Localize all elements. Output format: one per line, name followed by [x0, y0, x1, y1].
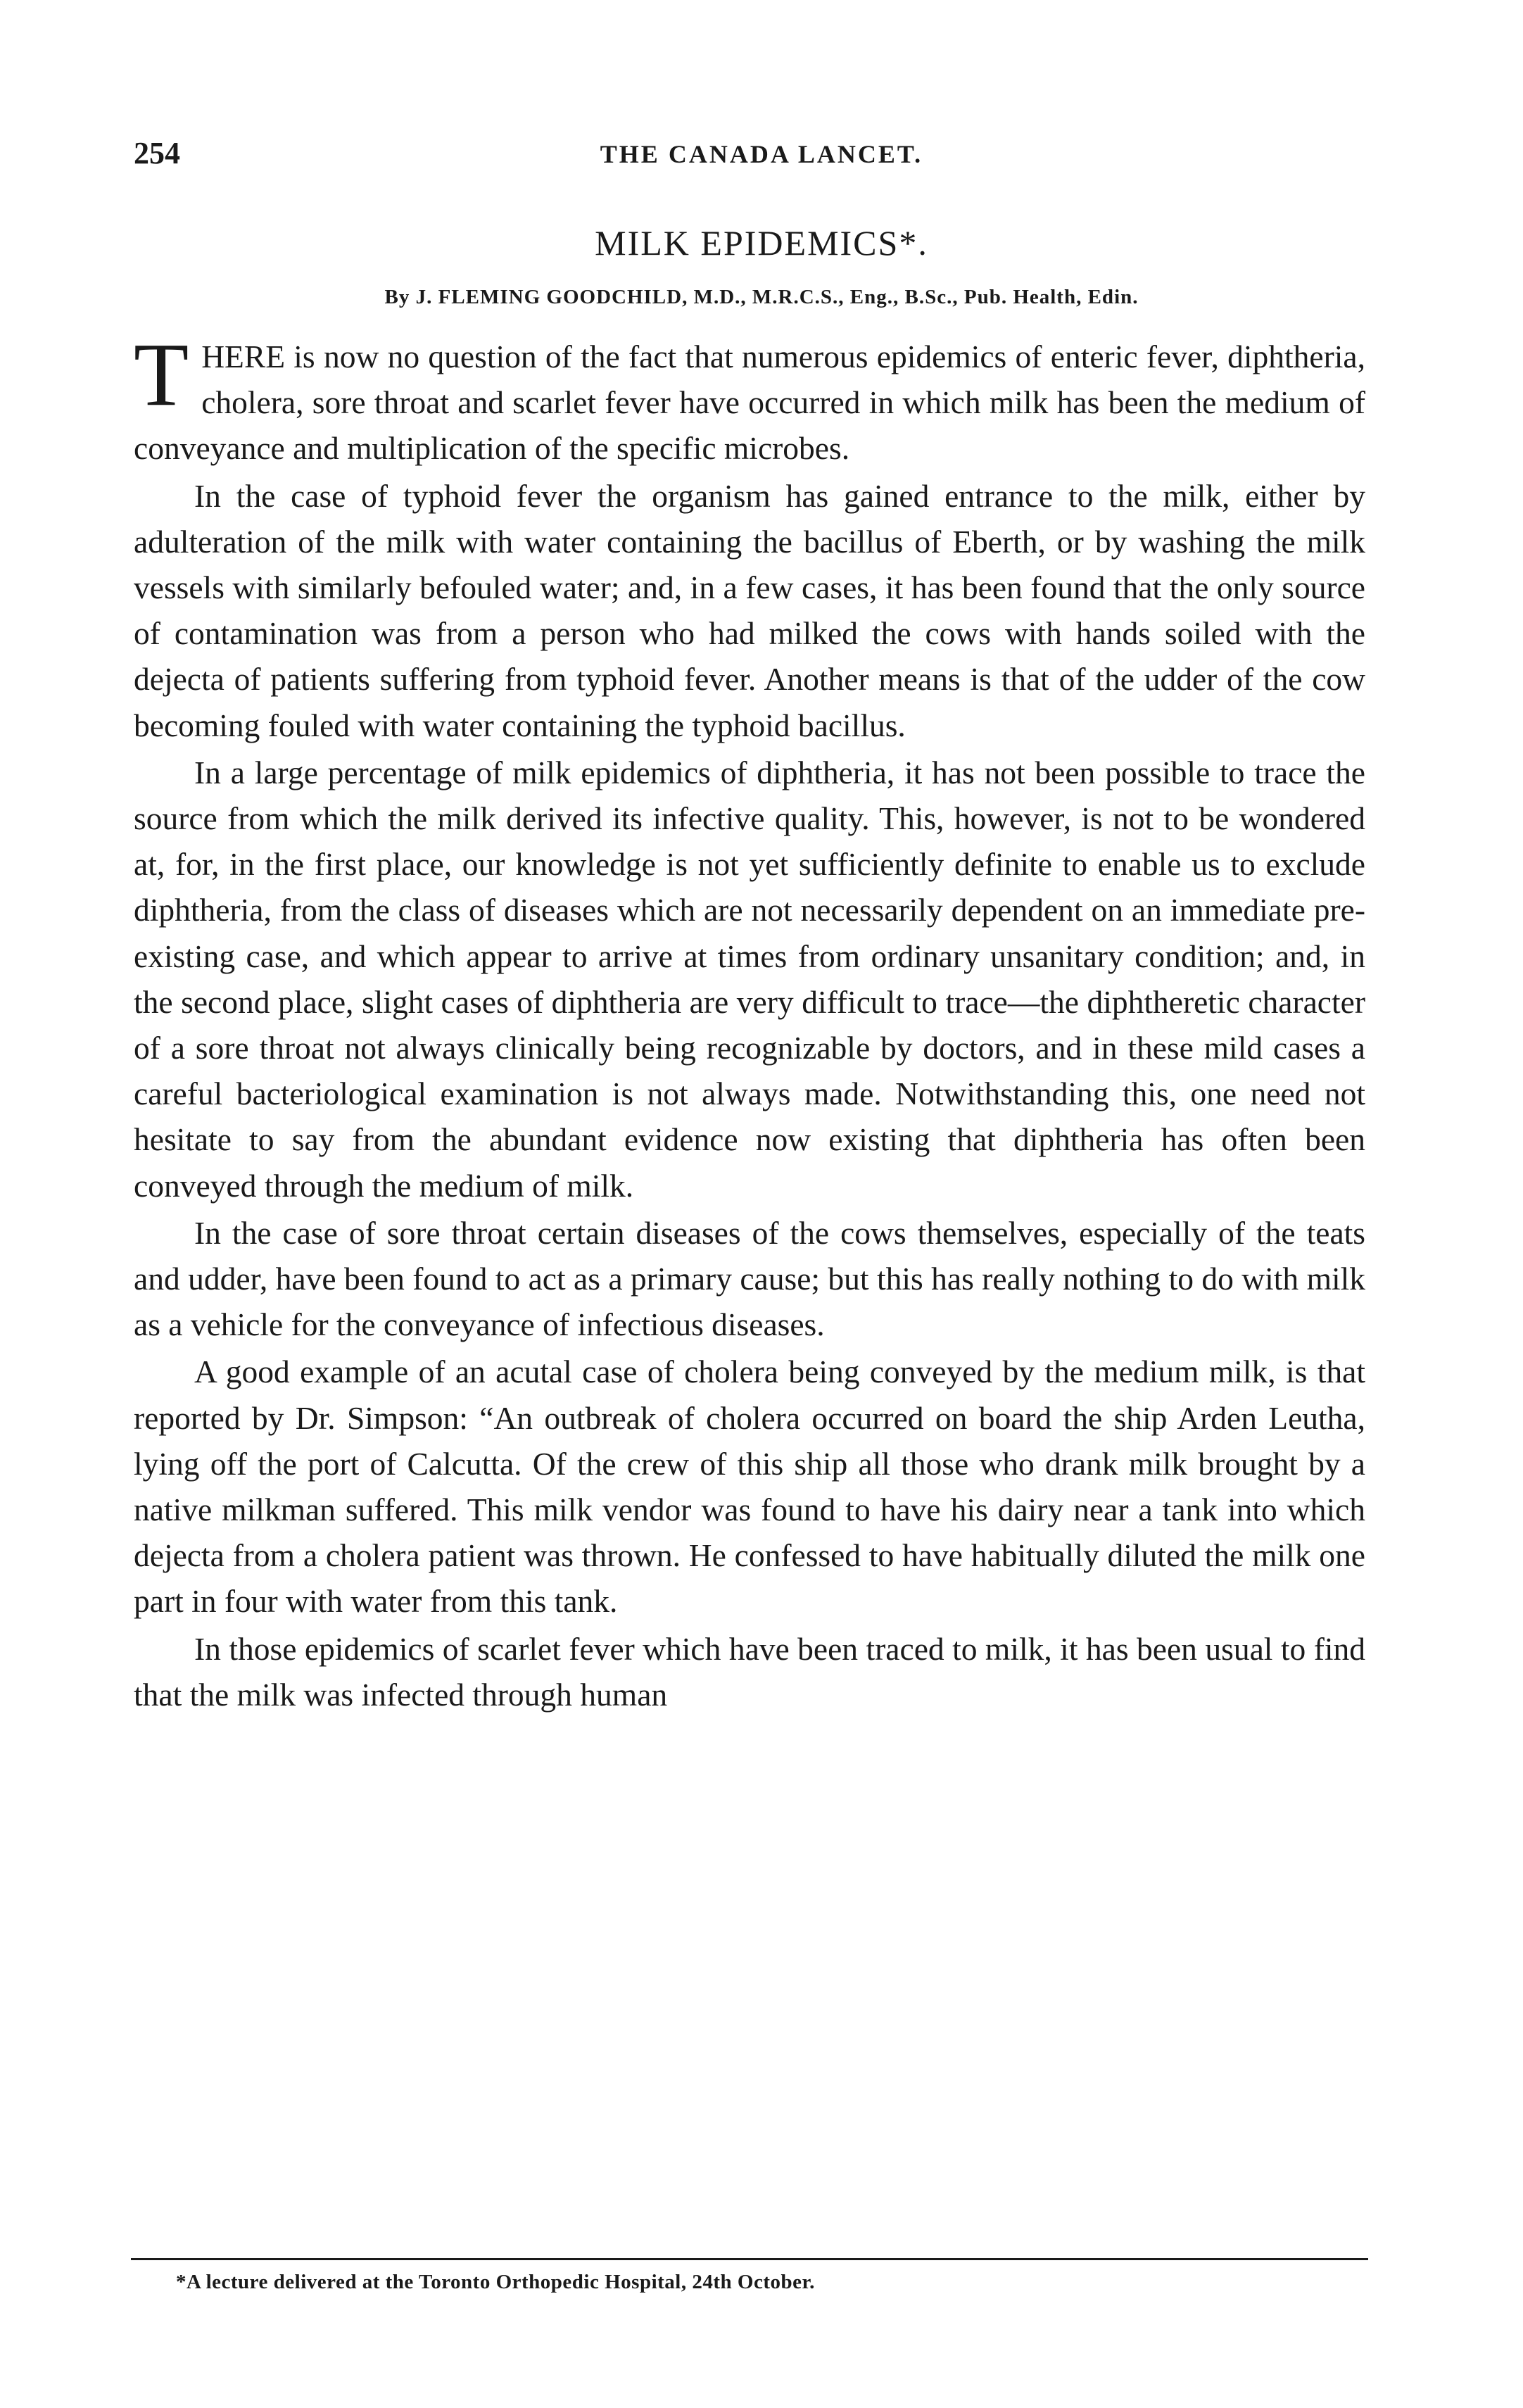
article-body [134, 324, 1365, 1717]
footnote: *A lecture delivered at the Toronto Orthopedic Hospital, 24th October. [176, 2271, 815, 2293]
paragraph: A good example of an acutal case of cholera being conveyed by the medium milk, is that reported by Dr. Simpson: “An outbreak of cholera occurred on board the ship Arden Leutha, lying off the port of Calcutta. Of the crew of this ship all those who drank milk brought by a native milkman suffered. This milk vendor was found to have his dairy near a tank into which dejecta from a cholera patient was thrown. He confessed to have habitually diluted the milk one part in four with water from this tank. [134, 1354, 1365, 1620]
paragraph: In the case of sore throat certain diseases of the cows themselves, especially of the teats and udder, have been found to act as a primary cause; but this has really nothing to do with milk as a vehicle for the conveyance of infectious diseases. [134, 1214, 1365, 1343]
article-title: MILK EPIDEMICS*. [595, 223, 928, 263]
running-head: THE CANADA LANCET. [600, 140, 923, 168]
paragraph-text: HERE is now no question of the fact that numerous epidemics of enteric fever, diphtheria, cholera, sore throat and scarlet fever have occurred in which milk has been the medium of conveyance and multiplication of the specific microbes. [134, 339, 1365, 467]
page-number: 254 [134, 136, 180, 170]
paragraph: In those epidemics of scarlet fever which have been traced to milk, it has been usual to find that the milk was infected through human [134, 1630, 1365, 1713]
footnote-rule [131, 2258, 1368, 2260]
paragraph [134, 324, 1365, 472]
paragraph: In the case of typhoid fever the organism has gained entrance to the milk, either by adulteration of the milk with water containing the bacillus of Eberth, or by washing the milk vessels with similarly befouled water; and, in a few cases, it has been found that the only source of contamination was from a person who had milked the cows with hands soiled with the dejecta of patients suffering from typhoid fever. Another means is that of the udder of the cow becoming fouled with water containing the typhoid bacillus. [134, 477, 1365, 743]
byline: By J. FLEMING GOODCHILD, M.D., M.R.C.S., Eng., B.Sc., Pub. Health, Edin. [384, 286, 1139, 308]
drop-cap: T [134, 324, 189, 424]
paragraph: In a large percentage of milk epidemics of diphtheria, it has not been possible to trace the source from which the milk derived its infective quality. This, however, is not to be wondered at, for, in the first place, our knowledge is not yet sufficiently definite to enable us to exclude diphtheria, from the class of diseases which are not necessarily dependent on an immediate pre-existing case, and which appear to arrive at times from ordinary unsanitary condition; and, in the second place, slight cases of diphtheria are very difficult to trace—the diphtheretic character of a sore throat not always clinically being recognizable by doctors, and in these mild cases a careful bacteriological examination is not always made. Notwithstanding this, one need not hesitate to say from the abundant evidence now existing that diphtheria has often been conveyed through the medium of milk. [134, 754, 1365, 1204]
